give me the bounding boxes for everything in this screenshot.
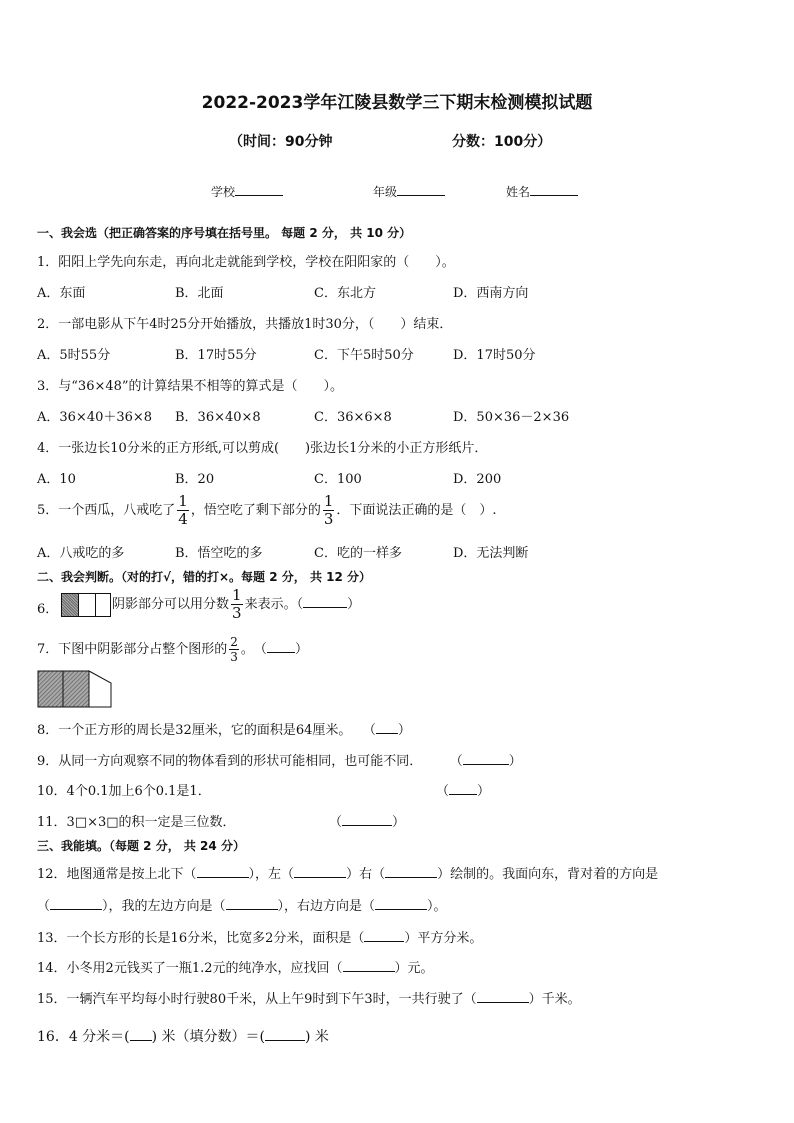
q11-paren-open: （: [329, 815, 343, 830]
q7-text-b: 。 （: [240, 642, 267, 657]
question-16: [37, 1026, 329, 1046]
q10-paren-open: （: [436, 784, 450, 799]
q3-option-c[interactable]: C．36×6×8: [314, 410, 392, 425]
q8-paren-close: ）: [397, 723, 411, 738]
q6-blank-part: [79, 594, 96, 616]
q6-shaded-part: [62, 594, 79, 616]
q13-text: ）平方分米。: [404, 931, 483, 946]
q2-option-c[interactable]: C．下午5时50分: [314, 348, 414, 363]
q16-text: ) 米（填分数）＝(: [151, 1029, 266, 1045]
q10-answer-blank[interactable]: [449, 782, 477, 795]
q8-answer-blank[interactable]: [376, 721, 398, 734]
q5-fraction-1: $\frac{1}{4}$: [178, 492, 188, 528]
q11-paren-close: ）: [392, 815, 406, 830]
q14-text: ）元。: [394, 961, 434, 976]
question-4: 4．一张边长10分米的正方形纸,可以剪成( )张边长1分米的小正方形纸片．: [37, 441, 488, 456]
question-12-line-1: [37, 863, 658, 882]
q1-option-d[interactable]: D．西南方向: [453, 286, 529, 301]
q6-text-c: ）: [347, 597, 361, 612]
q4-option-a[interactable]: A．10: [37, 472, 76, 487]
q15-text: ）千米。: [528, 992, 581, 1007]
q8-text: 8．一个正方形的周长是32厘米，它的面积是64厘米。: [37, 723, 352, 738]
q5-fraction-2: $\frac{1}{3}$: [323, 492, 334, 528]
q1-option-a[interactable]: A．东面: [37, 286, 86, 301]
q3-option-d[interactable]: D．50×36－2×36: [453, 410, 570, 425]
q12-text: 12．地图通常是按上北下（: [37, 867, 197, 882]
q12-text: ），我的左边方向是（: [102, 899, 226, 914]
q10-answer: [436, 780, 490, 799]
q12-blank-3[interactable]: [385, 865, 437, 878]
question-12-line-2: [37, 895, 447, 914]
q12-text: ）右（: [346, 867, 386, 882]
q4-option-b[interactable]: B．20: [175, 472, 215, 487]
question-13: [37, 927, 482, 946]
q12-blank-2[interactable]: [294, 865, 346, 878]
grade-field: [373, 183, 445, 200]
q5-option-b[interactable]: B．悟空吃的多: [175, 546, 263, 561]
q7-blank-part: [89, 671, 111, 707]
q15-answer-blank[interactable]: [477, 990, 529, 1003]
q12-blank-1[interactable]: [197, 865, 249, 878]
question-10: 10．4个0.1加上6个0.1是1．: [37, 784, 211, 799]
q3-option-a[interactable]: A．36×40＋36×8: [37, 410, 153, 425]
q5-option-c[interactable]: C．吃的一样多: [314, 546, 402, 561]
q2-option-d[interactable]: D．17时50分: [453, 348, 536, 363]
question-15: [37, 988, 581, 1007]
q13-text: 13．一个长方形的长是16分米，比宽多2分米，面积是（: [37, 931, 365, 946]
grade-label: 年级: [373, 185, 398, 199]
name-field: [506, 183, 578, 200]
q15-text: 15．一辆汽车平均每小时行驶80千米，从上午9时到下午3时，一共行驶了（: [37, 992, 477, 1007]
q11-answer-blank[interactable]: [342, 813, 392, 826]
q2-option-b[interactable]: B．17时55分: [175, 348, 257, 363]
question-5: [37, 494, 497, 527]
q4-option-c[interactable]: C．100: [314, 472, 362, 487]
q6-answer-blank[interactable]: [303, 595, 347, 608]
q12-text: ），右边方向是（: [277, 899, 376, 914]
q11-answer: [329, 811, 405, 830]
question-11: 11．3□×3□的积一定是三位数．: [37, 815, 236, 830]
question-9: [37, 750, 522, 769]
q7-trapezoid-figure: [37, 670, 113, 708]
q12-blank-4[interactable]: [50, 897, 102, 910]
q6-blank-part: [96, 594, 110, 616]
question-6-number: 6．: [37, 602, 59, 617]
q6-fraction: $\frac{1}{3}$: [232, 586, 242, 622]
q12-text: ），左（: [248, 867, 295, 882]
q5-text-b: ，悟空吃了剩下部分的: [190, 503, 321, 518]
page-title: 2022-2023学年江陵县数学三下期末检测模拟试题: [201, 93, 593, 113]
q5-option-a[interactable]: A．八戒吃的多: [37, 546, 125, 561]
q8-paren-open: （: [369, 723, 376, 738]
q7-text-a: 7．下图中阴影部分占整个图形的: [37, 642, 228, 657]
q14-text: 14．小冬用2元钱买了一瓶1.2元的纯净水，应找回（: [37, 961, 343, 976]
question-8: [37, 719, 411, 738]
section-3-heading: 三、我能填。（每题 2 分， 共 24 分）: [37, 839, 245, 853]
question-3: 3．与“36×48”的计算结果不相等的算式是（ ）。: [37, 379, 344, 394]
q5-option-d[interactable]: D．无法判断: [453, 546, 529, 561]
school-blank[interactable]: [235, 184, 283, 196]
q5-text-a: 5．一个西瓜，八戒吃了: [37, 503, 176, 518]
q7-text-c: ）: [294, 642, 308, 657]
school-label: 学校: [211, 185, 236, 199]
q16-text: ) 米: [305, 1029, 329, 1045]
q13-answer-blank[interactable]: [364, 929, 404, 942]
total-score: 分数：100分）: [452, 134, 552, 150]
name-blank[interactable]: [530, 184, 578, 196]
q9-text: 9．从同一方向观察不同的物体看到的形状可能相同，也可能不同．: [37, 754, 423, 769]
q16-blank-2[interactable]: [265, 1028, 305, 1041]
q3-option-b[interactable]: B．36×40×8: [175, 410, 261, 425]
q6-text-a: 阴影部分可以用分数: [112, 597, 230, 612]
time-limit: （时间：90分钟: [229, 134, 333, 150]
q9-answer-blank[interactable]: [463, 752, 509, 765]
question-1: 1．阳阳上学先向东走，再向北走就能到学校，学校在阳阳家的（ ）。: [37, 255, 455, 270]
q12-text: （: [37, 899, 51, 914]
q14-answer-blank[interactable]: [343, 959, 395, 972]
q12-text: ）绘制的。我面向东，背对着的方向是: [437, 867, 659, 882]
section-1-heading: 一、我会选（把正确答案的序号填在括号里。 每题 2 分， 共 10 分）: [37, 226, 412, 240]
q12-blank-6[interactable]: [375, 897, 427, 910]
q16-text: 16．4 分米＝(: [37, 1029, 130, 1045]
q5-text-c: ．下面说法正确的是（ ）.: [336, 503, 497, 518]
school-field: [211, 183, 283, 200]
q4-option-d[interactable]: D．200: [453, 472, 502, 487]
q9-paren-close: ）: [508, 754, 522, 769]
question-2: 2．一部电影从下午4时25分开始播放，共播放1时30分，（ ）结束．: [37, 317, 453, 332]
grade-blank[interactable]: [397, 184, 445, 196]
name-label: 姓名: [506, 185, 531, 199]
q9-paren-open: （: [456, 754, 463, 769]
q10-paren-close: ）: [477, 784, 491, 799]
q6-bar-figure: [61, 593, 111, 617]
q7-answer-blank[interactable]: [267, 640, 295, 653]
q7-fraction: $\frac{2}{3}$: [230, 635, 238, 664]
question-6: [112, 588, 360, 621]
q6-text-b: 来表示。（: [244, 597, 304, 612]
section-2-heading: 二、我会判断。（对的打√，错的打×。每题 2 分， 共 12 分）: [37, 570, 371, 584]
q1-option-c[interactable]: C．东北方: [314, 286, 376, 301]
q16-blank-1[interactable]: [130, 1028, 152, 1041]
question-7: [37, 636, 308, 663]
q2-option-a[interactable]: A．5时55分: [37, 348, 111, 363]
q1-option-b[interactable]: B．北面: [175, 286, 224, 301]
question-14: [37, 957, 434, 976]
q12-blank-5[interactable]: [226, 897, 278, 910]
q12-text: ）。: [427, 899, 447, 914]
